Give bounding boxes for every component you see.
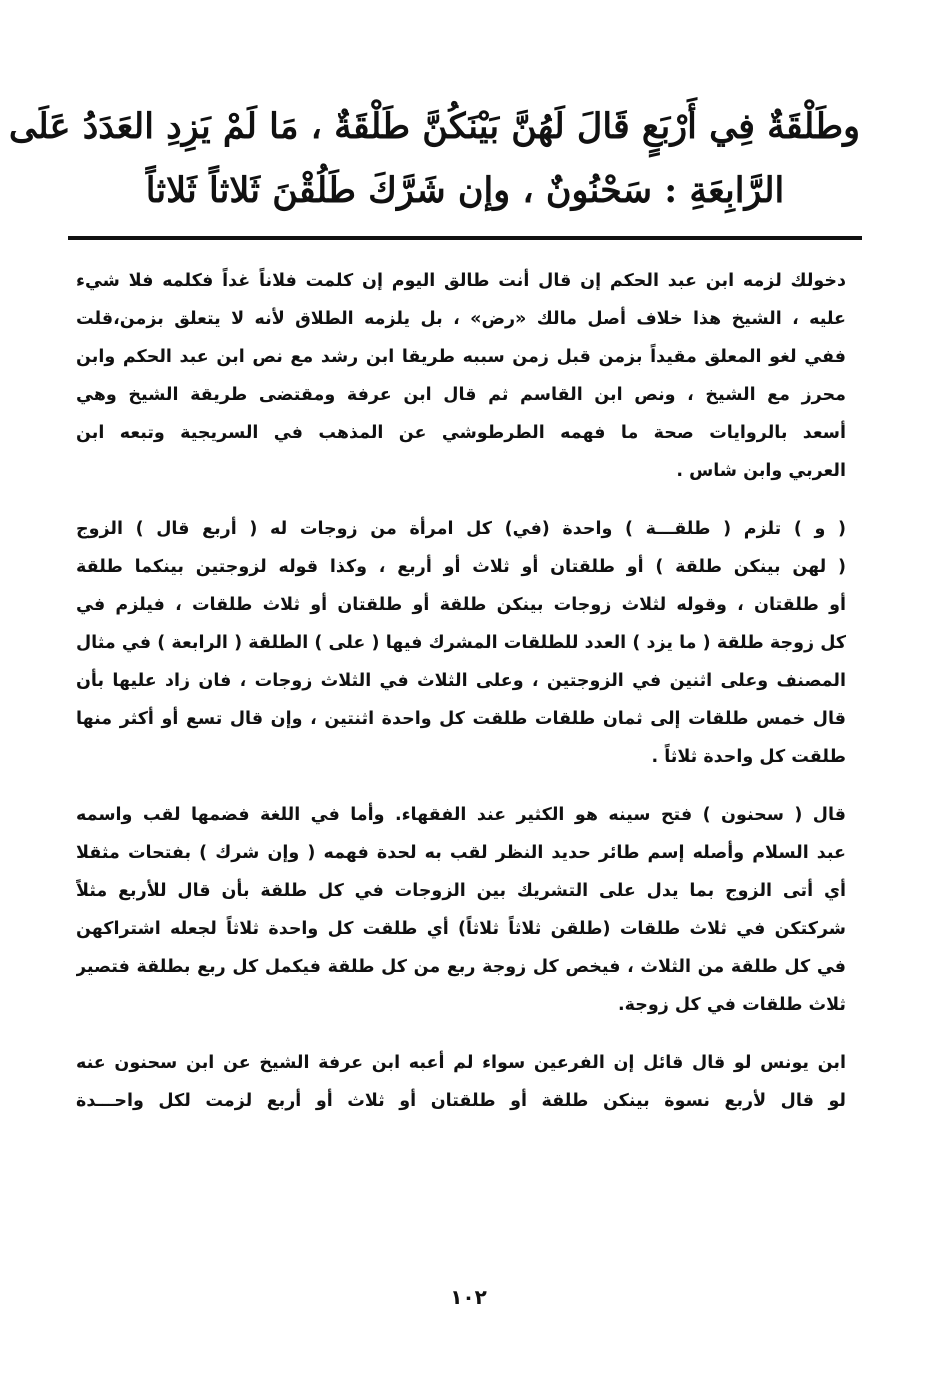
text-line: أسعد بالروايات صحة ما فهمه الطرطوشي عن المذهب في السريجية وتبعه ابن [76, 423, 846, 443]
header-divider [68, 236, 862, 240]
text-line: شركتكن في ثلاث طلقات (طلقن ثلاثاً ثلاثاً) أي طلقت كل واحدة ثلاثاً لجعله اشتراكهن [76, 919, 846, 939]
text-line: طلقت كل واحدة ثلاثاً . [651, 747, 846, 767]
text-line: ثلاث طلقات في كل زوجة. [618, 995, 846, 1015]
text-line: المصنف وعلى اثنين في الزوجتين ، وعلى الثلاث في الثلاث زوجات ، فان زاد عليها بأن [76, 671, 846, 691]
text-line: قال خمس طلقات إلى ثمان طلقات طلقت كل واحدة اثنتين ، وإن قال تسع أو أكثر منها [76, 709, 846, 729]
text-line: في كل طلقة من الثلاث ، فيخص كل زوجة ربع من كل طلقة فيكمل كل ربع بطلقة فتصير [76, 957, 846, 977]
matn-line-1: وطَلْقَةٌ فِي أَرْبَعٍ قَالَ لَهُنَّ بَيْنَكُنَّ طَلْقَةٌ ، مَا لَمْ يَزِدِ العَدَدُ عَلَى [8, 106, 860, 147]
text-line: ففي لغو المعلق مقيداً بزمن قبل زمن سببه طريقا ابن رشد مع نص ابن عبد الحكم وابن [76, 347, 846, 367]
text-line: لو قال لأربع نسوة بينكن طلقة أو طلقتان أو ثلاث أو أربع لزمت لكل واحـــدة [76, 1091, 846, 1111]
text-line: دخولك لزمه ابن عبد الحكم إن قال أنت طالق اليوم إن كلمت فلاناً غداً فكلمه فلا شيء [76, 271, 846, 291]
paragraph-1 [76, 262, 846, 490]
text-line: ( لهن بينكن طلقة ) أو طلقتان أو ثلاث أو أربع ، وكذا قوله لزوجتين بينكما طلقة [76, 557, 846, 577]
paragraph-4 [76, 1044, 846, 1120]
text-line: كل زوجة طلقة ( ما يزد ) العدد للطلقات المشرك فيها ( على ) الطلقة ( الرابعة ) في مثال [76, 633, 846, 653]
paragraph-3 [76, 796, 846, 1024]
text-line: العربي وابن شاس . [676, 461, 846, 481]
text-line: عبد السلام وأصله إسم طائر حديد النظر لقب به لحدة فهمه ( وإن شرك ) بفتحات مثقلا [76, 843, 846, 863]
page-number: ١٠٢ [450, 1285, 487, 1309]
commentary-body [76, 262, 846, 1120]
paragraph-gap [76, 1024, 846, 1044]
matn-header [8, 95, 860, 223]
paragraph-2 [76, 510, 846, 776]
text-line: أو طلقتان ، وقوله لثلاث زوجات بينكن طلقة أو طلقتان أو ثلاث طلقات ، فيلزم في [76, 595, 846, 615]
text-line: محرز مع الشيخ ، ونص ابن القاسم ثم قال ابن عرفة ومقتضى طريقة الشيخ وهي [76, 385, 846, 405]
text-line: عليه ، الشيخ هذا خلاف أصل مالك «رض» ، بل يلزمه الطلاق لأنه لا يتعلق بزمن،قلت [76, 309, 846, 329]
text-line: قال ( سحنون ) فتح سينه هو الكثير عند الفقهاء. وأما في اللغة فضمها لقب واسمه [76, 805, 846, 825]
text-line: ابن يونس لو قال قائل إن الفرعين سواء لم أعبه ابن عرفة الشيخ عن ابن سحنون عنه [76, 1053, 846, 1073]
text-line: ( و ) تلزم ( طلقـــة ) واحدة (في) كل امرأة من زوجات له ( أربع قال ) الزوج [76, 519, 846, 539]
matn-line-2: الرَّابِعَةِ : سَحْنُونٌ ، وإن شَرَّكَ طَلُقْنَ ثَلاثاً ثَلاثاً [145, 170, 785, 211]
text-line: أي أتى الزوج بما يدل على التشريك بين الزوجات في كل طلقة بأن قال للأربع مثلاً [76, 881, 846, 901]
paragraph-gap [76, 776, 846, 796]
paragraph-gap [76, 490, 846, 510]
